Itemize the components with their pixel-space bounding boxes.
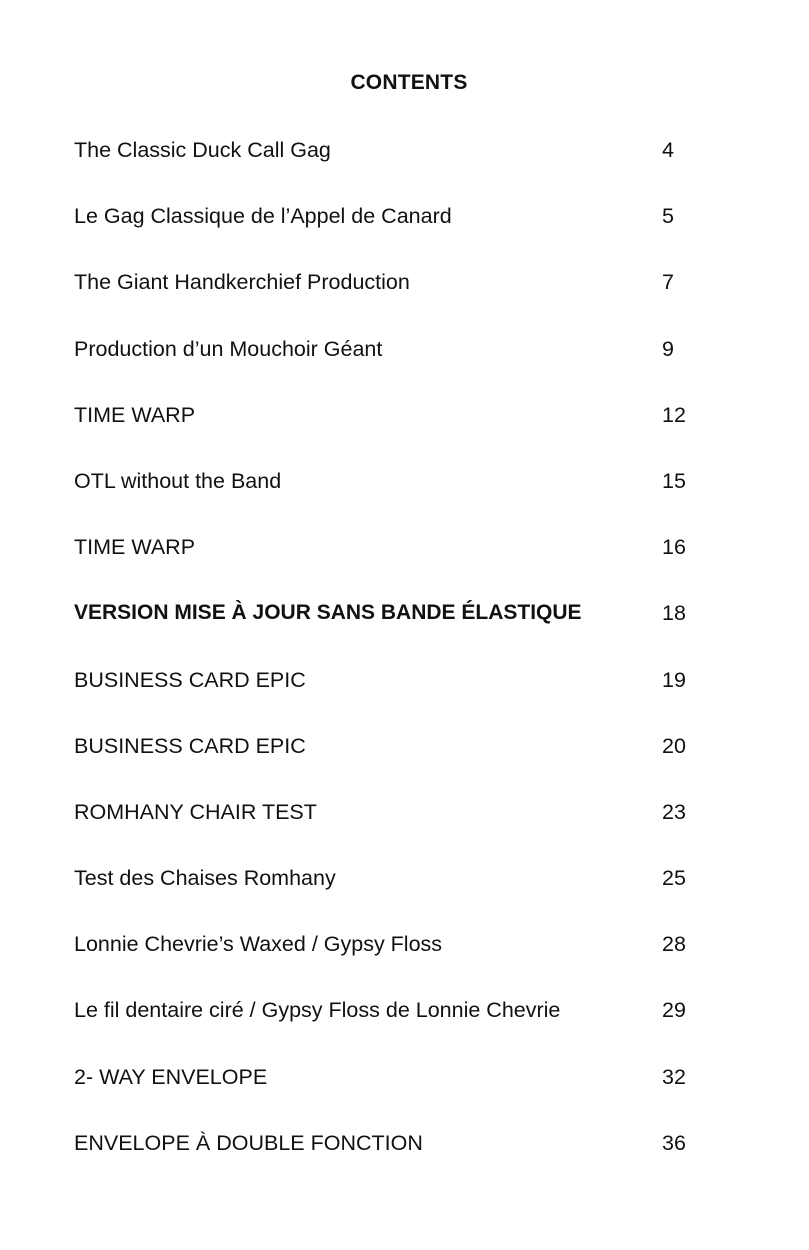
toc-entry-title: Le fil dentaire ciré / Gypsy Floss de Lonnie Chevrie (74, 998, 561, 1023)
toc-entry (74, 1060, 714, 1126)
toc-entry-title: OTL without the Band (74, 468, 282, 493)
toc-entry (74, 663, 714, 729)
toc-entry-title: ROMHANY CHAIR TEST (74, 799, 317, 824)
toc-entry (74, 1126, 714, 1192)
toc-entry (74, 795, 714, 861)
toc-entry-title: VERSION MISE À JOUR SANS BANDE ÉLASTIQUE (74, 601, 582, 625)
toc-entry-page-number: 18 (662, 601, 686, 626)
toc-entry (74, 861, 714, 927)
toc-entry-title: TIME WARP (74, 535, 196, 560)
toc-entry-title: ENVELOPE À DOUBLE FONCTION (74, 1130, 423, 1155)
toc-entry-page-number: 9 (662, 336, 674, 361)
toc-entry (74, 199, 714, 265)
toc-entry-page-number: 15 (662, 468, 686, 493)
toc-entry-title: BUSINESS CARD EPIC (74, 667, 306, 692)
toc-entry-title: The Giant Handkerchief Production (74, 270, 410, 295)
toc-entry (74, 464, 714, 530)
toc-entry-page-number: 12 (662, 402, 686, 427)
toc-entry (74, 596, 714, 662)
toc-entry-title: Production d’un Mouchoir Géant (74, 336, 383, 361)
toc-entry-page-number: 4 (662, 138, 674, 162)
toc-entry-page-number: 23 (662, 799, 686, 824)
toc-entry-title: 2- WAY ENVELOPE (74, 1064, 268, 1089)
toc-entry (74, 265, 714, 331)
toc-entry-page-number: 7 (662, 270, 674, 295)
toc-entry (74, 332, 714, 398)
toc-entry (74, 398, 714, 464)
toc-entry (74, 993, 714, 1059)
toc-entry-title: Test des Chaises Romhany (74, 866, 336, 891)
toc-entry-title: TIME WARP (74, 402, 196, 427)
toc-entry-page-number: 36 (662, 1130, 686, 1155)
toc-entry-title: BUSINESS CARD EPIC (74, 733, 306, 758)
toc-entry-title: Lonnie Chevrie’s Waxed / Gypsy Floss (74, 932, 443, 957)
toc-entry-page-number: 20 (662, 733, 686, 758)
toc-entry-title: The Classic Duck Call Gag (74, 138, 331, 162)
toc-entry-page-number: 28 (662, 932, 686, 957)
toc-entry (74, 133, 714, 199)
table-of-contents (74, 133, 714, 1192)
toc-entry-page-number: 25 (662, 866, 686, 891)
toc-entry (74, 927, 714, 993)
toc-entry-page-number: 19 (662, 667, 686, 692)
page-title: CONTENTS (350, 71, 468, 94)
toc-entry (74, 729, 714, 795)
toc-entry-title: Le Gag Classique de l’Appel de Canard (74, 204, 452, 229)
toc-entry-page-number: 5 (662, 204, 674, 229)
toc-entry (74, 530, 714, 596)
toc-entry-page-number: 29 (662, 998, 686, 1023)
toc-entry-page-number: 32 (662, 1064, 686, 1089)
toc-entry-page-number: 16 (662, 535, 686, 560)
